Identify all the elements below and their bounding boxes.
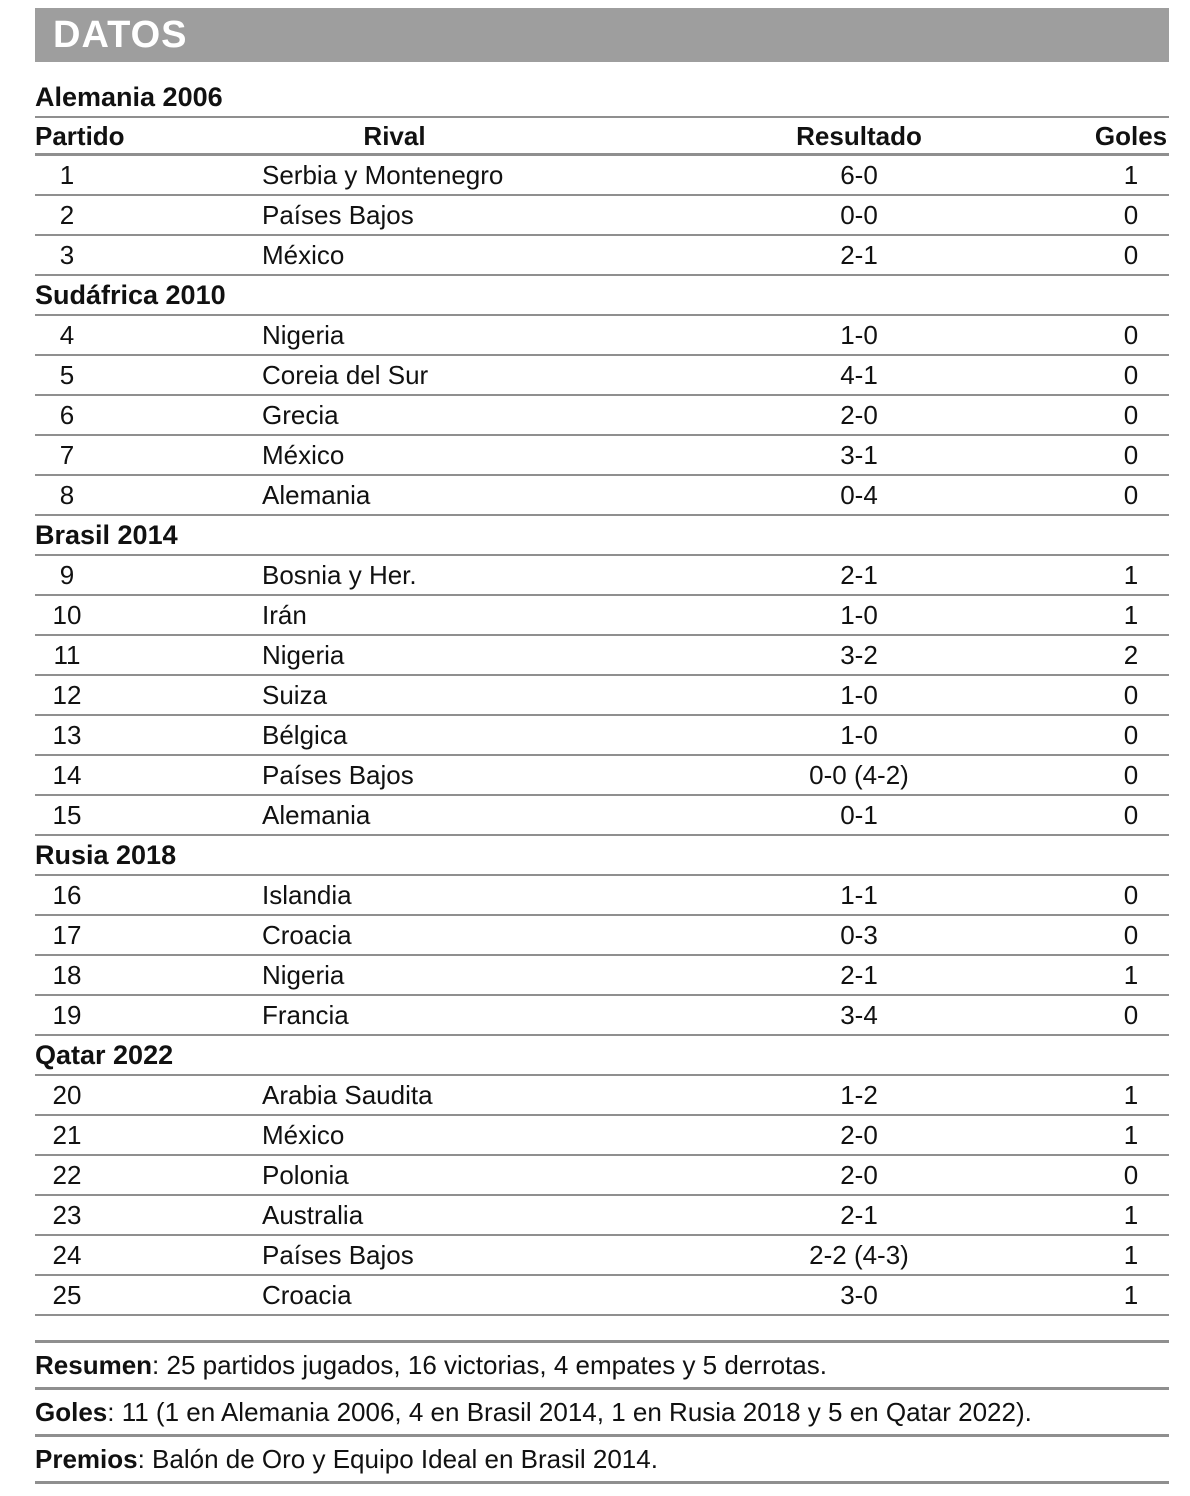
goals-cell: 0 [1123,720,1139,750]
goals-cell: 0 [1123,1000,1139,1030]
match-row [35,796,1169,836]
section-header-first: Alemania 2006 [35,78,1169,118]
match-number-cell: 16 [52,880,82,910]
goals-cell: 0 [1123,1160,1139,1190]
rival-cell: Irán [262,600,307,630]
rival-cell: Países Bajos [262,760,414,790]
summary-line-resumen [35,1343,1169,1390]
goals-cell: 0 [1123,480,1139,510]
result-cell: 3-0 [840,1280,878,1310]
rival-cell: Nigeria [262,960,345,990]
goals-cell: 1 [1123,560,1139,590]
rival-cell: Croacia [262,920,352,950]
column-header-resultado: Resultado [796,120,922,151]
rival-cell: Australia [262,1200,364,1230]
match-number-cell: 17 [52,920,82,950]
rival-cell: Grecia [262,400,339,430]
match-row [35,156,1169,196]
section-header: Sudáfrica 2010 [35,276,1169,316]
summary-line-goles [35,1390,1169,1437]
result-cell: 1-0 [840,320,878,350]
column-header-partido: Partido [35,120,125,151]
column-header-goles: Goles [1094,120,1168,151]
result-cell: 4-1 [840,360,878,390]
result-cell: 3-1 [840,440,878,470]
match-number-cell: 3 [59,240,75,270]
rival-cell: Islandia [262,880,352,910]
match-row [35,1196,1169,1236]
rival-cell: Nigeria [262,640,345,670]
goals-cell: 1 [1123,1240,1139,1270]
match-row [35,356,1169,396]
match-row [35,756,1169,796]
goals-cell: 0 [1123,760,1139,790]
section-header: Brasil 2014 [35,516,1169,556]
rival-cell: Países Bajos [262,200,414,230]
result-cell: 1-2 [840,1080,878,1110]
match-number-cell: 13 [52,720,82,750]
goals-cell: 0 [1123,240,1139,270]
match-row [35,396,1169,436]
result-cell: 6-0 [840,160,878,190]
result-cell: 1-0 [840,600,878,630]
result-cell: 2-0 [840,1120,878,1150]
match-row [35,956,1169,996]
summary-label: Goles [35,1397,108,1427]
rival-cell: Bosnia y Her. [262,560,417,590]
match-number-cell: 6 [59,400,75,430]
goals-cell: 0 [1123,320,1139,350]
match-row [35,596,1169,636]
match-row [35,476,1169,516]
column-header-rival: Rival [363,120,426,151]
match-row [35,996,1169,1036]
goals-cell: 1 [1123,600,1139,630]
match-number-cell: 4 [59,320,75,350]
match-number-cell: 21 [52,1120,82,1150]
result-cell: 1-0 [840,720,878,750]
goals-cell: 0 [1123,800,1139,830]
match-number-cell: 11 [53,640,81,670]
result-cell: 2-0 [840,1160,878,1190]
match-row [35,236,1169,276]
result-cell: 2-1 [840,1200,878,1230]
match-row [35,556,1169,596]
goals-cell: 0 [1123,200,1139,230]
match-number-cell: 5 [59,360,75,390]
result-cell: 3-4 [840,1000,878,1030]
summary-line-premios [35,1437,1169,1484]
match-number-cell: 8 [59,480,75,510]
goals-cell: 1 [1123,1080,1139,1110]
goals-cell: 1 [1123,1200,1139,1230]
match-number-cell: 24 [52,1240,82,1270]
result-cell: 3-2 [840,640,878,670]
match-number-cell: 15 [52,800,82,830]
summary-label: Resumen [35,1350,153,1380]
rival-cell: México [262,1120,345,1150]
summary-text: : 11 (1 en Alemania 2006, 4 en Brasil 2014, 1 en Rusia 2018 y 5 en Qatar 2022). [107,1397,1032,1427]
match-row [35,876,1169,916]
rival-cell: Bélgica [262,720,348,750]
match-row [35,196,1169,236]
match-row [35,916,1169,956]
section-header: Rusia 2018 [35,836,1169,876]
result-cell: 2-1 [840,240,878,270]
panel-title: DATOS [53,14,188,56]
result-cell: 0-0 [840,200,878,230]
result-cell: 2-0 [840,400,878,430]
summary-text: : 25 partidos jugados, 16 victorias, 4 empates y 5 derrotas. [152,1350,827,1380]
match-number-cell: 18 [52,960,82,990]
title-bar [35,8,1169,62]
match-row [35,436,1169,476]
rival-cell: Arabia Saudita [262,1080,433,1110]
goals-cell: 2 [1123,640,1139,670]
rival-cell: México [262,440,345,470]
match-row [35,1236,1169,1276]
section-header: Qatar 2022 [35,1036,1169,1076]
goals-cell: 0 [1123,680,1139,710]
summary-text: : Balón de Oro y Equipo Ideal en Brasil 2014. [137,1444,658,1474]
rival-cell: Nigeria [262,320,345,350]
result-cell: 2-1 [840,960,878,990]
match-row [35,1156,1169,1196]
rival-cell: Francia [262,1000,349,1030]
match-row [35,676,1169,716]
result-cell: 0-0 (4-2) [809,760,909,790]
match-number-cell: 7 [59,440,75,470]
match-number-cell: 12 [52,680,82,710]
rival-cell: Países Bajos [262,1240,414,1270]
match-number-cell: 22 [52,1160,82,1190]
goals-cell: 0 [1123,880,1139,910]
datos-panel [35,8,1169,1484]
result-cell: 2-1 [840,560,878,590]
goals-cell: 0 [1123,360,1139,390]
match-number-cell: 19 [52,1000,82,1030]
match-row [35,1276,1169,1316]
match-row [35,716,1169,756]
match-number-cell: 9 [59,560,75,590]
result-cell: 1-1 [840,880,878,910]
goals-cell: 0 [1123,920,1139,950]
result-cell: 2-2 (4-3) [809,1240,909,1270]
match-number-cell: 23 [52,1200,82,1230]
rival-cell: Alemania [262,800,371,830]
match-number-cell: 25 [52,1280,82,1310]
rival-cell: Alemania [262,480,371,510]
goals-cell: 0 [1123,440,1139,470]
goals-cell: 1 [1123,1280,1139,1310]
column-header-row [35,118,1169,156]
match-number-cell: 1 [59,160,75,190]
matches-table [35,78,1169,1316]
match-number-cell: 20 [52,1080,82,1110]
rival-cell: Serbia y Montenegro [262,160,504,190]
result-cell: 0-1 [840,800,878,830]
goals-cell: 1 [1123,960,1139,990]
goals-cell: 0 [1123,400,1139,430]
match-number-cell: 10 [52,600,82,630]
rival-cell: Croacia [262,1280,352,1310]
goals-cell: 1 [1123,160,1139,190]
match-row [35,1116,1169,1156]
result-cell: 0-4 [840,480,878,510]
result-cell: 0-3 [840,920,878,950]
goals-cell: 1 [1123,1120,1139,1150]
rival-cell: Coreia del Sur [262,360,429,390]
result-cell: 1-0 [840,680,878,710]
match-number-cell: 2 [59,200,75,230]
rival-cell: Polonia [262,1160,349,1190]
match-row [35,1076,1169,1116]
summary-block [35,1340,1169,1484]
match-row [35,316,1169,356]
rival-cell: Suiza [262,680,328,710]
rival-cell: México [262,240,345,270]
match-number-cell: 14 [52,760,82,790]
summary-label: Premios [35,1444,138,1474]
match-row [35,636,1169,676]
